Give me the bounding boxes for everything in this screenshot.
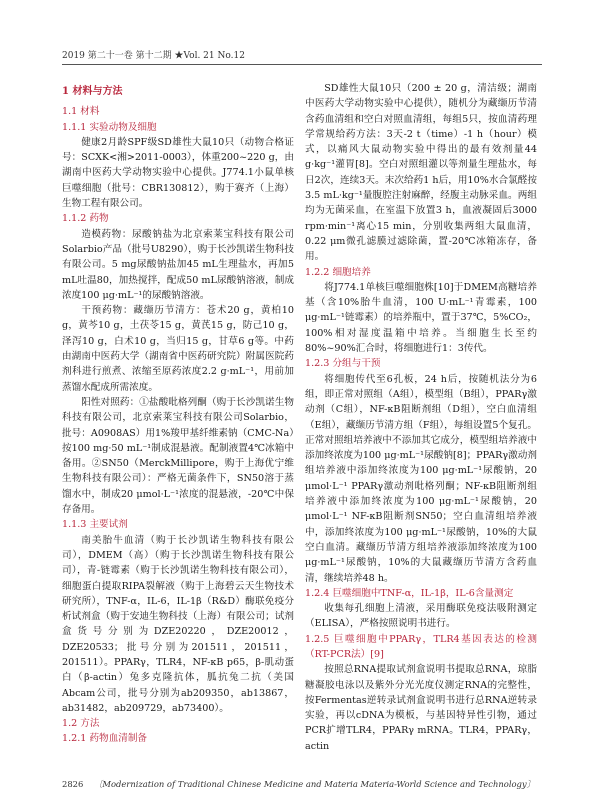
- paragraph: 收集每孔细胞上清液，采用酶联免疫法吸附测定（ELISA），严格按照说明书进行。: [305, 603, 537, 630]
- paragraph: SD雄性大鼠10只（200 ± 20 g，清洁级；湖南中医药大学动物实验中心提供），随机分为藏缬历节清含药血清组和空白对照血清组，每组5只，按血清药理学常规给药方法：3天-2 t（time）-1 h（hour）模式，以痛风大鼠动物实验中得出的最有效剂量44 g·kg⁻¹灌胃[8]。空白对照组灌以等剂量生理盐水，每日2次，连续3天。末次给药1 h后，用10%水合氯醛按3.5 mL·kg⁻¹量腹腔注射麻醉，经腹主动脉采血。两组均为无菌采血，在室温下放置3 h，血液凝固后3000 rpm·min⁻¹离心15 min，分别收集两组大鼠血清，0.22 μm微孔滤膜过滤除菌，置-20℃冰箱冻存，备用。: [305, 83, 537, 263]
- paragraph: 造模药物：尿酸钠盐为北京索莱宝科技有限公司Solarbio产品（批号U8290），购于长沙凯诺生物科技有限公司。5 mg尿酸钠盐加45 mL生理盐水，再加5 mL吐温80，加热搅拌，配成50 mL尿酸钠溶液，制成浓度100 μg·mL⁻¹的尿酸钠溶液。: [62, 228, 294, 301]
- paragraph: 健康2月龄SPF级SD雄性大鼠10只（动物合格证号：SCXK<湘>2011-0003），体重200~220 g，由湖南中医药大学动物实验中心提供。J774.1小鼠单核巨噬细胞（批号：CBR130812），购于赛齐（上海）生物工程有限公司。: [62, 136, 294, 210]
- subsection-1-2-2: 1.2.2 细胞培养: [305, 266, 371, 278]
- paragraph: 南美胎牛血清（购于长沙凯诺生物科技有限公司），DMEM（高）（购于长沙凯诺生物科技有限公司），青-链霉素（购于长沙凯诺生物科技有限公司），细胞蛋白提取RIPA裂解液（购于上海碧云天生物技术研究所），TNF-α，IL-6，IL-1β（R&D）酶联免疫分析试剂盒（购于安迪生物科技（上海）有限公司；试剂盒货号分别为DZE20220，DZE20012，DZE20533；批号分别为201511，201511，201511）。PPARγ，TLR4，NF-κB p65，β-肌动蛋白（β-actin）兔多克隆抗体，胍抗兔二抗（美国Abcam公司，批号分别为ab209350，ab13867，ab31482，ab209729，ab73400）。: [62, 534, 294, 714]
- paragraph: 将细胞传代至6孔板，24 h后，按随机法分为6组，即正常对照组（A组），模型组（B组），PPARγ激动剂（C组），NF-κB阻断剂组（D组），空白血清组（E组），藏缬历节清方组（F组），每组设置5个复孔。正常对照组培养液中不添加其它成分，模型组培养液中添加终浓度为100 μg·mL⁻¹尿酸钠[8]；PPARγ激动剂组培养液中添加终浓度为100 μg·mL⁻¹尿酸钠，20 μmol·L⁻¹ PPARγ激动剂吡格列酮；NF-κB阻断剂组培养液中添加终浓度为100 μg·mL⁻¹尿酸钠，20 μmol·L⁻¹ NF-κB阻断剂SN50；空白血清组培养液中，添加终浓度为100 μg·mL⁻¹尿酸钠，10%的大鼠空白血清。藏缬历节清方组培养液添加终浓度为100 μg·mL⁻¹尿酸钠，10%的大鼠藏缬历节清方含药血清，继续培养48 h。: [305, 373, 537, 584]
- subsection-1-2-1: 1.2.1 药物血清制备: [62, 733, 148, 745]
- paragraph: 阳性对照药：①盐酸吡格列酮（购于长沙凯诺生物科技有限公司，北京索莱宝科技有限公司Solarbio，批号：A0908AS）用1%羧甲基纤维素钠（CMC-Na）按100 mg·50 mL⁻¹制成混悬液。配制液置4℃冰箱中备用。②SN50（MerckMillipore，购于上海优宁维生物科技有限公司）：严格无菌条件下，SN50溶于蒸馏水中，制成20 μmol·L⁻¹浓度的混悬液，-20℃中保存备用。: [62, 396, 294, 516]
- subsection-1-1: 1.1 材料: [62, 106, 100, 118]
- subsection-1-2-4: 1.2.4 巨噬细胞中TNF-α，IL-1β，IL-6含量测定: [305, 587, 514, 599]
- running-header: 2019 第二十一卷 第十二期 ★Vol. 21 No.12: [62, 51, 245, 61]
- subsection-1-1-3: 1.1.3 主要试剂: [62, 519, 128, 531]
- page-number: 2826: [62, 779, 84, 789]
- paragraph: 干预药物：藏缬历节清方：苍术20 g，黄柏10 g，黄芩10 g，土茯苓15 g，黄芪15 g，防己10 g，泽泻10 g，白术10 g，当归15 g，甘草6 g等。中药由湖南中医药大学（湖南省中医药研究院）附属医院药剂科进行煎煮、浓缩至原药浓度2.2 g·mL⁻¹，用前加蒸馏水配成所需浓度。: [62, 305, 294, 393]
- subsection-1-2-5: 1.2.5 巨噬细胞中PPARγ，TLR4基因表达的检测（RT-PCR法）[9]: [305, 633, 537, 660]
- right-column: [305, 81, 537, 754]
- section-heading: 1 材料与方法: [62, 86, 123, 97]
- paragraph: 按照总RNA提取试剂盒说明书提取总RNA，琼脂糖凝胶电泳以及紫外分光光度仪测定RNA的完整性，按Fermentas逆转录试剂盒说明书进行总RNA逆转录实验，再以cDNA为模板，与基因特异性引物，通过PCR扩增TLR4，PPARγ mRNA。TLR4，PPARγ，actin: [305, 664, 537, 752]
- subsection-1-1-2: 1.1.2 药物: [62, 213, 109, 225]
- header-rule: [62, 64, 542, 65]
- paragraph: 将J774.1单核巨噬细胞株[10]于DMEM高糖培养基（含10%胎牛血清，100 U·mL⁻¹青霉素，100 μg·mL⁻¹链霉素）的培养瓶中，置于37℃，5%CO₂，100%相对湿度温箱中培养。当细胞生长至约80%~90%汇合时，将细胞进行1：3传代。: [305, 281, 537, 355]
- journal-name: 〔Modernization of Traditional Chinese Medicine and Materia Materia-World Science and Technology〕: [94, 779, 536, 789]
- left-column: [62, 84, 294, 747]
- subsection-1-2-3: 1.2.3 分组与干预: [305, 358, 381, 370]
- subsection-1-1-1: 1.1.1 实验动物及细胞: [62, 121, 157, 133]
- subsection-1-2: 1.2 方法: [62, 718, 100, 730]
- page-footer: [62, 778, 542, 790]
